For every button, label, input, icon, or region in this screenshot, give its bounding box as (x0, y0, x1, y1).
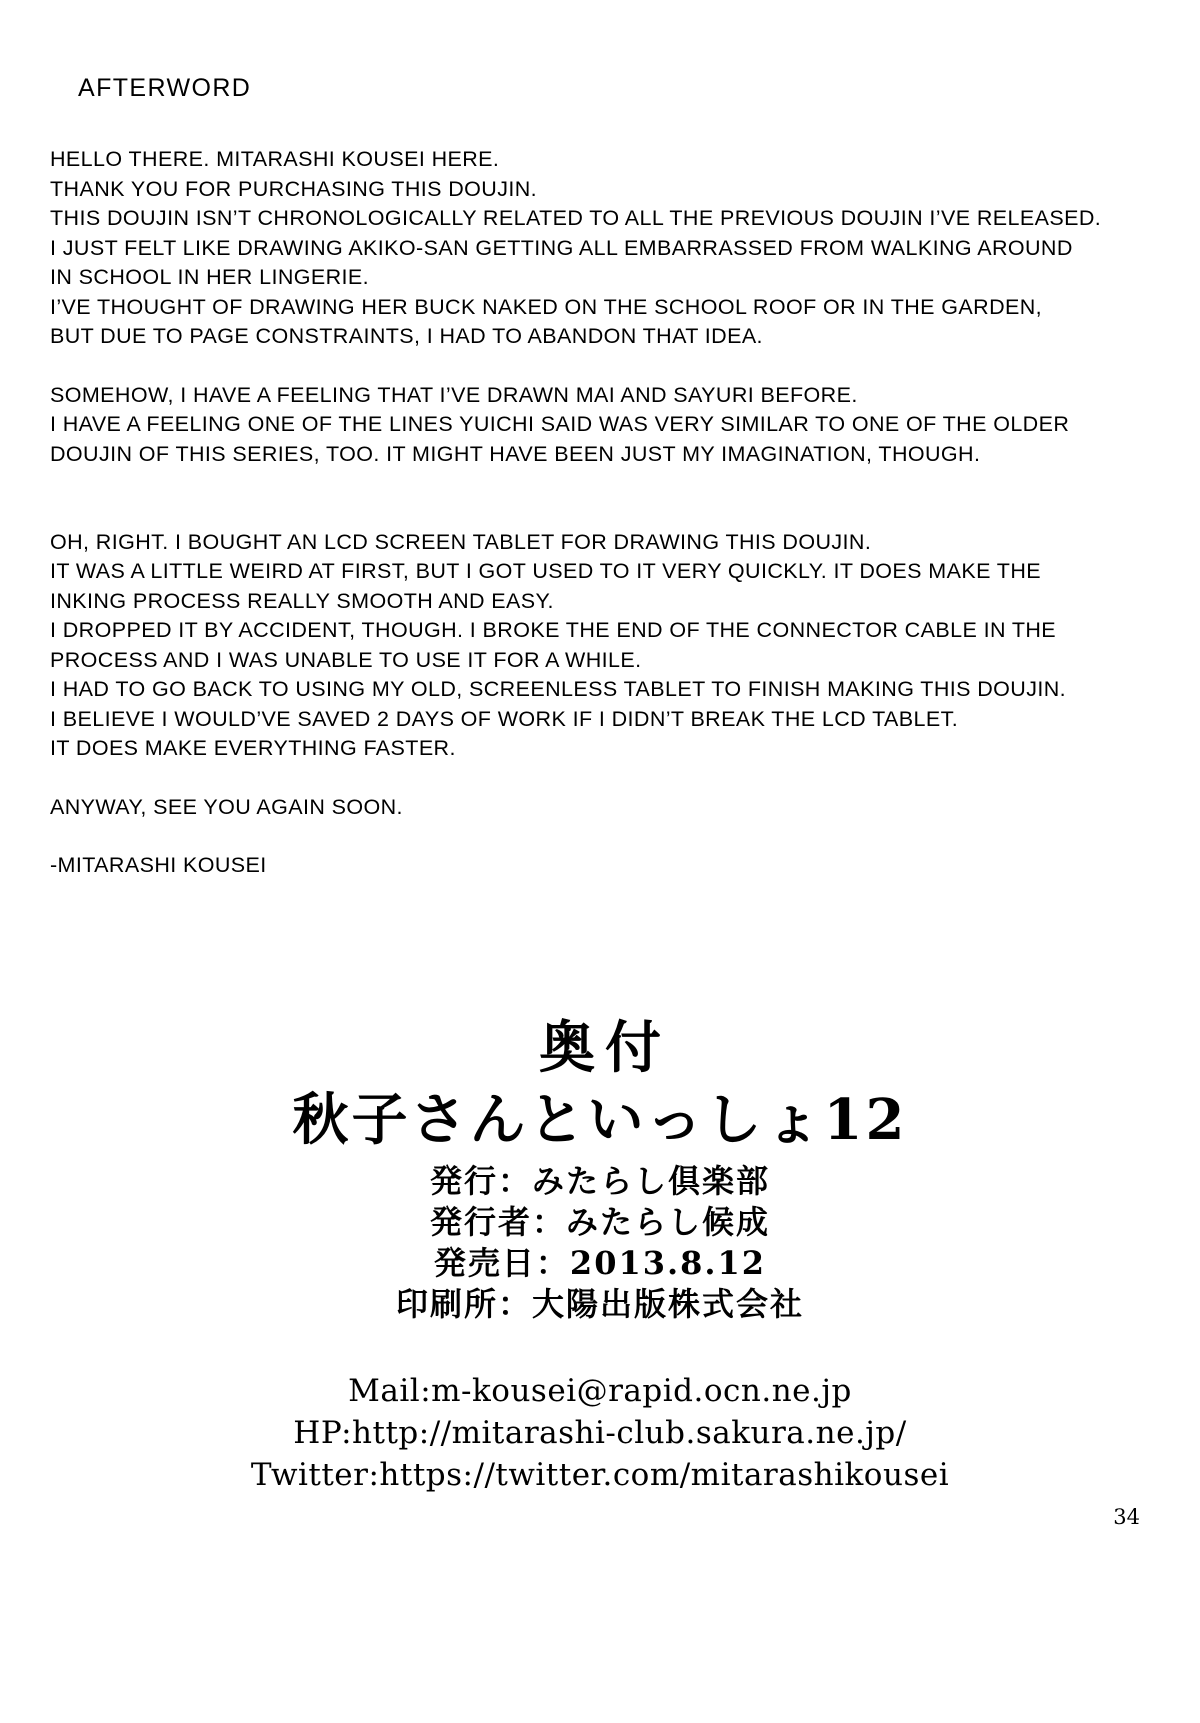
colophon-publisher: 発行：みたらし倶楽部 (429, 1162, 770, 1200)
afterword-body (50, 145, 1102, 881)
paragraph-4 (50, 793, 1060, 823)
text-line: PROCESS AND I WAS UNABLE TO USE IT FOR A WHILE. (50, 647, 642, 672)
colophon-printer: 印刷所：大陽出版株式会社 (395, 1285, 804, 1323)
text-line: IT WAS A LITTLE WEIRD AT FIRST, BUT I GOT USED TO IT VERY QUICKLY. IT DOES MAKE THE (50, 559, 1041, 583)
contact-block (0, 1370, 1200, 1496)
text-line: -MITARASHI KOUSEI (50, 853, 267, 877)
text-line: BUT DUE TO PAGE CONSTRAINTS, I HAD TO ABANDON THAT IDEA. (50, 324, 763, 348)
contact-mail[interactable]: Mail:m-kousei@rapid.ocn.ne.jp (348, 1373, 852, 1409)
text-line: HELLO THERE. MITARASHI KOUSEI HERE. (50, 147, 500, 171)
text-line: INKING PROCESS REALLY SMOOTH AND EASY. (50, 588, 554, 613)
text-line: I DROPPED IT BY ACCIDENT, THOUGH. I BROKE THE END OF THE CONNECTOR CABLE IN THE (50, 618, 1057, 642)
contact-twitter[interactable]: Twitter:https://twitter.com/mitarashikousei (250, 1457, 950, 1493)
paragraph-2 (50, 381, 1070, 470)
text-line: ANYWAY, SEE YOU AGAIN SOON. (50, 794, 403, 819)
colophon-heading: 奥付 (539, 1015, 671, 1081)
text-line: THIS DOUJIN ISN’T CHRONOLOGICALLY RELATED TO ALL THE PREVIOUS DOUJIN I’VE RELEASED. (50, 206, 1102, 230)
text-line: I HAD TO GO BACK TO USING MY OLD, SCREENLESS TABLET TO FINISH MAKING THIS DOUJIN. (50, 677, 1067, 701)
text-line: IT DOES MAKE EVERYTHING FASTER. (50, 736, 456, 760)
paragraph-3 (50, 498, 1067, 764)
text-line: I BELIEVE I WOULD’VE SAVED 2 DAYS OF WORK IF I DIDN’T BREAK THE LCD TABLET. (50, 706, 959, 731)
colophon-release-date: 発売日：2013.8.12 (433, 1244, 767, 1282)
text-line: I HAVE A FEELING ONE OF THE LINES YUICHI SAID WAS VERY SIMILAR TO ONE OF THE OLDER (50, 412, 1070, 436)
text-line: THANK YOU FOR PURCHASING THIS DOUJIN. (50, 176, 538, 201)
text-line: OH, RIGHT. I BOUGHT AN LCD SCREEN TABLET FOR DRAWING THIS DOUJIN. (50, 529, 872, 554)
paragraph-1 (50, 145, 1102, 352)
colophon-block (0, 1015, 1200, 1325)
page-number: 34 (1113, 1505, 1140, 1529)
colophon-author: 発行者：みたらし候成 (429, 1203, 770, 1241)
afterword-heading: AFTERWORD (78, 74, 252, 102)
text-line: SOMEHOW, I HAVE A FEELING THAT I’VE DRAWN MAI AND SAYURI BEFORE. (50, 382, 858, 407)
colophon-title: 秋子さんといっしょ12 (292, 1087, 908, 1153)
text-line: DOUJIN OF THIS SERIES, TOO. IT MIGHT HAVE BEEN JUST MY IMAGINATION, THOUGH. (50, 441, 981, 466)
contact-homepage[interactable]: HP:http://mitarashi-club.sakura.ne.jp/ (293, 1415, 907, 1451)
text-line: IN SCHOOL IN HER LINGERIE. (50, 265, 370, 289)
blank-line (50, 498, 1060, 528)
signature (50, 851, 1060, 881)
text-line: I JUST FELT LIKE DRAWING AKIKO-SAN GETTING ALL EMBARRASSED FROM WALKING AROUND (50, 235, 1073, 260)
text-line: I’VE THOUGHT OF DRAWING HER BUCK NAKED ON THE SCHOOL ROOF OR IN THE GARDEN, (50, 294, 1043, 319)
